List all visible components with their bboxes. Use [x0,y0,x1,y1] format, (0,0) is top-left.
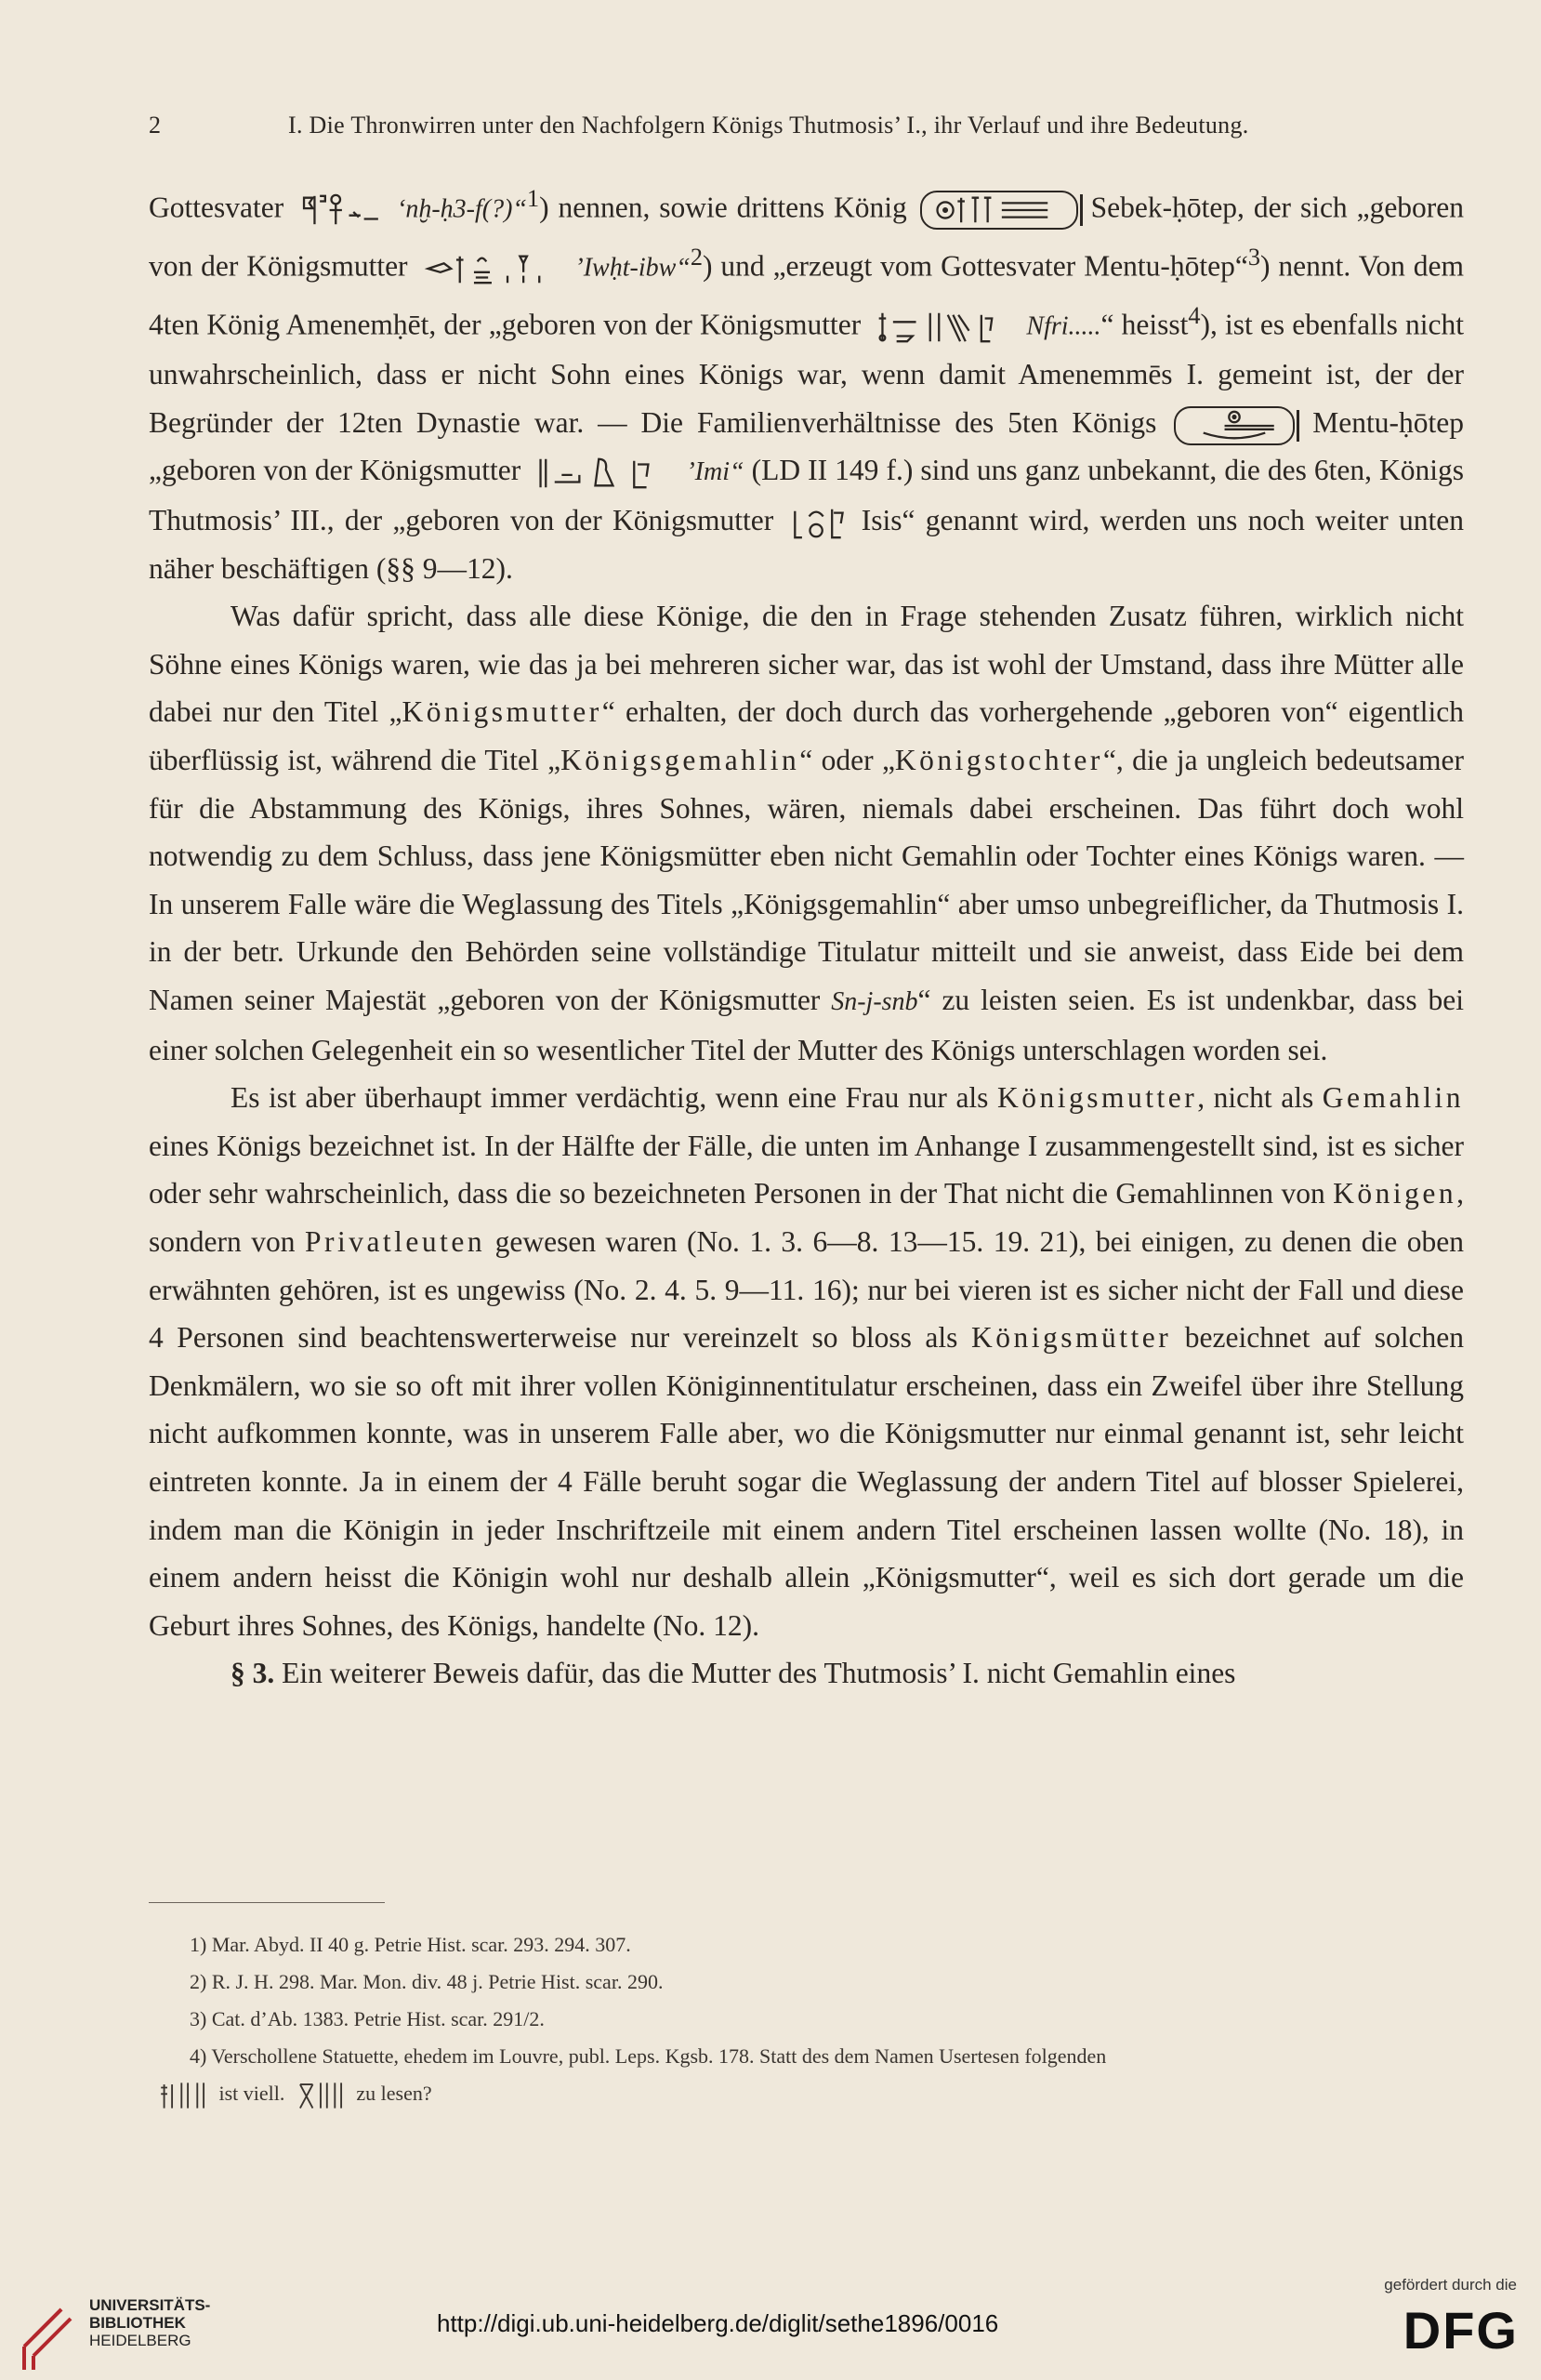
text-run: gewesen waren (No. 1. 3. 6—8. 13—15. 19. 21), bei einigen, zu denen die oben erwähnten gehören, ist es ungewiss (No. 2. 4. 5. 9—11. 16); nur bei vieren ist es sicher nicht der Fall und diese 4 Personen sind beachtenswerterweise nur vereinzelt so bloss als [149,1224,1464,1355]
page-number: 2 [149,112,162,139]
text-run: , nicht als [1197,1081,1323,1115]
paragraph-2 [149,592,1464,1074]
text-run: (LD II 149 f.) sind uns ganz unbekannt, die des 6ten, Königs Thutmosis’ III., der „geboren von der Königsmutter [149,454,1465,537]
library-name-line: BIBLIOTHEK [89,2314,186,2332]
transliteration: Nfri..... [1026,311,1101,341]
emphasis: Königsmutter [997,1081,1198,1115]
text-run: “ heisst [1100,308,1189,341]
transliteration: ’Iwḥt-ibw“ [574,253,691,283]
hieroglyph-imi-icon [533,456,673,491]
footnote-1: 1) Mar. Abyd. II 40 g. Petrie Hist. scar. 293. 294. 307. [190,1933,631,1956]
footnote-3: 3) Cat. d’Ab. 1383. Petrie Hist. scar. 291/2. [190,2007,545,2030]
text-run: eines Königs bezeichnet ist. In der Hälfte der Fälle, die unten im Anhange I zusammengestellt sind, ist es sicher oder sehr wahrscheinlich, dass die so bezeichneten Personen in der That nicht die Gemahlinnen von [149,1129,1464,1210]
text-run: Sebek-ḥōtep, der sich „geboren von der Königsmutter [149,191,1465,283]
footnote-ref: 3 [1247,244,1261,271]
footnotes [190,1926,1472,2112]
paragraph-4 [149,1649,1464,1698]
dfg-logo: DFG [1403,2301,1519,2360]
footnote-ref: 2 [690,244,703,271]
footnote-2: 2) R. J. H. 298. Mar. Mon. div. 48 j. Petrie Hist. scar. 290. [190,1970,664,1993]
hieroglyph-nfri-icon [874,310,1013,345]
text-run: Mentu-ḥōtep „geboren von der Königsmutter [149,405,1465,487]
header-title: I. Die Thronwirren unter den Nachfolgern Königs Thutmosis’ I., ihr Verlauf und ihre Bedeutung. [288,112,1249,139]
text-run: ), ist es ebenfalls nicht unwahrscheinlich, dass er nicht Sohn eines Königs war, wenn damit Amenemmēs I. gemeint ist, der der Begründer der 12ten Dynastie war. — Die Familienverhältnisse des 5ten Königs [149,308,1464,439]
text-run: “ erhalten, der doch durch das vorhergehende „geboren von“ eigentlich überflüssig ist, während die Titel „ [149,695,1465,777]
text-run: ) nennt. Von dem 4ten König Amenemḥēt, der „geboren von der Königsmutter [149,249,1464,341]
funding-caption: gefördert durch die [1384,2276,1517,2294]
footnote-ref: 1 [527,185,540,212]
emphasis: Königsgemahlin [560,744,800,777]
library-name-line: HEIDELBERG [89,2332,191,2349]
cartouche-mentuhotep-icon [1174,406,1295,445]
footnote-4-continuation [152,2075,1472,2112]
emphasis: Privatleuten [304,1224,486,1258]
main-text [149,175,1464,1698]
paragraph-1 [149,175,1464,592]
hieroglyph-isis-icon [790,506,846,541]
library-name-line: UNIVERSITÄTS- [89,2296,211,2314]
hieroglyph-iwht-ibw-icon [421,251,560,286]
transliteration: ’Imi“ [686,457,744,487]
text-run: Es ist aber überhaupt immer verdächtig, wenn eine Frau nur als [230,1081,997,1115]
hieroglyph-god-father-icon [298,192,382,228]
text-run: Isis“ genannt wird, werden uns noch weiter unten näher beschäftigen (§§ 9—12). [149,504,1465,585]
footnote-ref: 4 [1188,302,1201,330]
text-run: Ein weiterer Beweis dafür, das die Mutter des Thutmosis’ I. nicht Gemahlin eines [274,1657,1236,1690]
emphasis: Königstochter [894,744,1103,777]
text-run: ) und „erzeugt vom Gottesvater Mentu-ḥōtep“ [702,249,1248,283]
text-run: “ zu leisten seien. Es ist undenkbar, dass bei einer solchen Gelegenheit ein so wesentlicher Titel der Mutter des Königs unterschlagen worden sei. [149,984,1464,1066]
permalink-url[interactable]: http://digi.ub.uni-heidelberg.de/diglit/sethe1896/0016 [437,2309,999,2337]
text-run: “, die ja ungleich bedeutsamer für die Abstammung des Königs, ihres Sohnes, wären, niemals dabei erscheinen. Das führt doch wohl notwendig zu dem Schluss, dass jene Königsmütter eben nicht Gemahlin oder Tochter eines Königs waren. — In unserem Falle wäre die Weglassung des Titels „Königsgemahlin“ aber umso unbegreiflicher, da Thutmosis I. in der betr. Urkunde den Behörden seine vollständige Titulatur mitteilt und sie anweist, dass Eide bei dem Namen seiner Majestät „geboren von der Königsmutter [149,744,1464,1016]
section-number: § 3. [230,1657,275,1690]
emphasis: Königsmutter [402,695,602,729]
digitization-footer [0,2268,1541,2377]
text-run: , sondern von [149,1177,1464,1258]
hieroglyph-alternative-icon [296,2080,346,2111]
text-run: Gottesvater [149,191,284,224]
footnote-4: 4) Verschollene Statuette, ehedem im Louvre, publ. Leps. Kgsb. 178. Statt des dem Namen Usertesen folgenden [190,2044,1107,2068]
hieroglyph-usertesen-icon [158,2080,208,2111]
footnote-divider [149,1902,385,1903]
text-run: Was dafür spricht, dass alle diese Könige, die den in Frage stehenden Zusatz führen, wirklich nicht Söhne eines Königs waren, wie das ja bei mehreren sicher war, das ist wohl der Umstand, dass ihre Mütter alle dabei nur den Titel „ [149,600,1464,729]
library-emblem-icon [15,2281,80,2374]
library-logo [7,2278,212,2380]
emphasis: Gemahlin [1322,1081,1464,1115]
transliteration: ‘nḫ-ḥ3-f(?)“ [397,194,527,224]
text-run: “ oder „ [799,744,895,777]
text-run: ) nennen, sowie drittens König [539,191,907,224]
cartouche-sebekhotep-icon [920,191,1078,230]
emphasis: Königsmütter [970,1321,1172,1355]
text-run: bezeichnet auf solchen Denkmälern, wo sie so oft mit ihrer vollen Königinnentitulatur erscheinen, dass ein Zweifel über ihre Stellung nicht aufkommen konnte, was in unserem Falle aber, wo die Königsmutter nur einmal genannt ist, sehr leicht eintreten konnte. Ja in einem der 4 Fälle beruht sogar die Weglassung der andern Titel auf blosser Spielerei, indem man die Königin in jeder Inschriftzeile mit einem andern Titel erscheinen lassen wollte (No. 18), in einem andern heisst die Königin wohl nur deshalb allein „Königsmutter“, weil es sich dort gerade um die Geburt ihres Sohnes, des Königs, handelte (No. 12). [149,1321,1464,1642]
transliteration: Sn-j-snb [831,987,918,1016]
footnote-text: ist viell. [218,2082,285,2105]
emphasis: Königen [1333,1177,1457,1210]
library-name [89,2296,210,2349]
footnote-text: zu lesen? [356,2082,432,2105]
paragraph-3 [149,1074,1464,1649]
